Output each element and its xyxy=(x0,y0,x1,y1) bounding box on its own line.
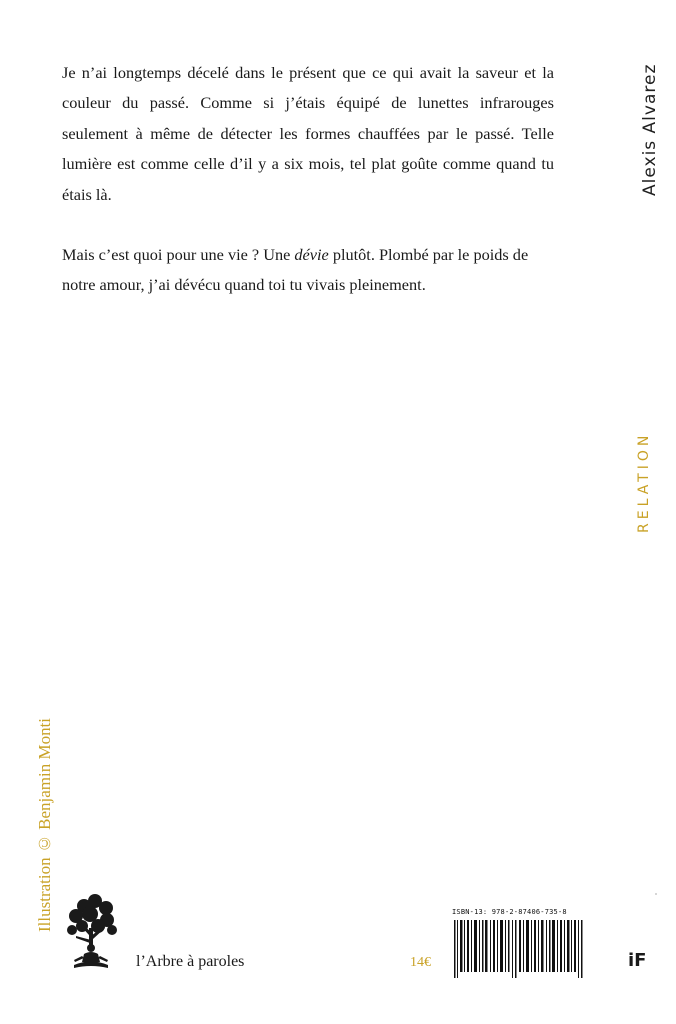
imprint-logo: iF xyxy=(628,950,647,971)
decorative-dot xyxy=(655,893,657,895)
blurb-paragraph-2 xyxy=(62,240,554,301)
price-label: 14€ xyxy=(410,955,431,970)
tree-meditating-figure-icon xyxy=(62,892,120,972)
isbn-number: ISBN-13: 978-2-87406-735-8 xyxy=(452,908,567,916)
blurb-paragraph-1: Je n’ai longtemps décelé dans le présent que ce qui avait la saveur et la couleur du passé. Comme si j’étais équipé de lunettes infrarouges seulement à même de détecter les formes chauffées par le passé. Telle lumière est comme celle d’il y a six mois, tel plat goûte comme quand tu étais là. xyxy=(62,63,554,204)
back-cover-blurb xyxy=(62,58,554,331)
barcode xyxy=(452,920,584,978)
blurb-paragraph-2-start: Mais c’est quoi pour une vie ? Une xyxy=(62,245,295,265)
blurb-emphasis: dévie xyxy=(294,245,329,265)
spine-collection-name: RELATION xyxy=(636,432,652,534)
spine-author-name: Alexis Alvarez xyxy=(640,64,660,197)
illustration-credit: Illustration © Benjamin Monti xyxy=(35,718,54,933)
publisher-name: l’Arbre à paroles xyxy=(136,953,245,970)
blurb-paragraph-2-end: plutôt. Plombé par le poids de notre amour, j’ai dévécu quand toi tu vivais pleinement. xyxy=(62,245,529,295)
